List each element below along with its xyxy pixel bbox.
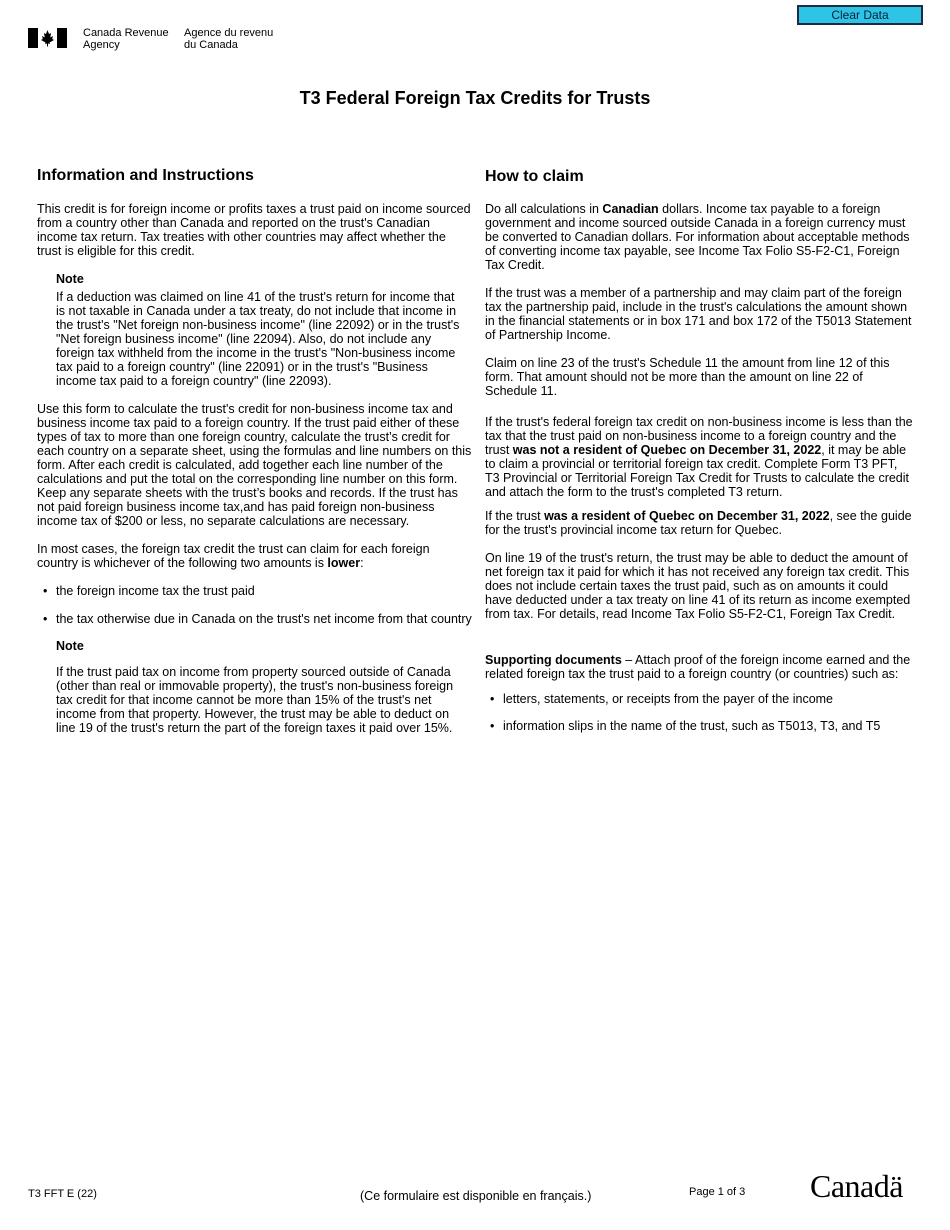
canada-flag-logo [28, 28, 67, 48]
agency-fr-line1: Agence du revenu [184, 27, 274, 39]
left-heading: Information and Instructions [37, 167, 254, 184]
bullet-dot: • [43, 584, 48, 598]
form-code: T3 FFT E (22) [28, 1188, 97, 1200]
r-p5-bold: was a resident of Quebec on December 31, 2022 [544, 509, 830, 523]
note1-heading: Note [56, 272, 84, 286]
page-title: T3 Federal Foreign Tax Credits for Trusts [299, 88, 651, 108]
r-p4-after: , it may be able to claim a provincial or territorial foreign tax credit. Complete Form T3 PFT, T3 Provincial or Territorial Foreign Tax Credit for Trusts to calculate the credit and attach the form to the trust's completed T3 return. [485, 443, 910, 499]
right-bullet-1-text: letters, statements, or receipts from the payer of the income [503, 692, 834, 706]
right-heading: How to claim [485, 168, 584, 185]
right-bullet-2 [490, 719, 923, 733]
left-lower-paragraph [37, 542, 472, 570]
right-bullet-2-text: information slips in the name of the trust, such as T5013, T3, and T5 [503, 719, 881, 733]
right-calc-paragraph [485, 202, 915, 272]
p3-after: : [360, 556, 364, 570]
left-usage-paragraph: Use this form to calculate the trust's credit for non-business income tax and business income tax paid to a foreign country. If the trust paid either of these types of tax to more than one foreign country, calculate the trust’s credit for each country on a separate sheet, using the formulas and line numbers on this form. After each credit is calculated, add together each line number of the calculations and put the total on the corresponding line number on this form. Keep any separate sheets with the trust’s books and records. If the trust has not paid foreign business income tax,and has paid foreign non-business income tax of $200 or less, no separate calculations are necessary. [37, 402, 472, 528]
bullet-dot: • [43, 612, 48, 626]
left-bullet-1 [43, 584, 476, 598]
p3-bold: lower [327, 556, 361, 570]
note2-heading: Note [56, 639, 84, 653]
clear-data-button[interactable]: Clear Data [797, 5, 923, 25]
note1-text: If a deduction was claimed on line 41 of the trust's return for income that is not taxable in Canada under a tax treaty, do not include that income in the trust's "Net foreign non-business income" (line 22092) or in the trust's "Net foreign business income" (line 22094). Also, do not include any foreign tax withheld from the income in the trust's "Non-business income tax paid to a foreign country" (line 22091) or in the trust's "Business income tax paid to a foreign country" (line 22093). [56, 290, 460, 388]
p3-text: In most cases, the foreign tax credit the trust can claim for each foreign country is whichever of the following two amounts is [37, 542, 430, 570]
left-bullet-2 [43, 612, 476, 626]
agency-fr-line2: du Canada [184, 39, 238, 51]
right-bullet-1 [490, 692, 923, 706]
r-p1-after: dollars. Income tax payable to a foreign government and income sourced outside Canada in a foreign currency must be converted to Canadian dollars. For information about acceptable methods of converting income tax payable, see Income Tax Folio S5-F2-C1, Foreign Tax Credit. [485, 202, 910, 272]
bullet-dot: • [490, 692, 495, 706]
left-bullet-2-text: the tax otherwise due in Canada on the trust's net income from that country [56, 612, 472, 626]
french-availability-note: (Ce formulaire est disponible en français.) [360, 1189, 592, 1203]
right-claim-paragraph: Claim on line 23 of the trust's Schedule 11 the amount from line 12 of this form. That amount should not be more than the amount on line 22 of Schedule 11. [485, 356, 890, 398]
r-p4-text: If the trust's federal foreign tax credit on non-business income is less than the tax that the trust paid on non-business income to a foreign country and the trust [485, 415, 913, 457]
r-p7-after: – Attach proof of the foreign income earned and the related foreign tax the trust paid to a foreign country (or countries) such as: [485, 653, 911, 681]
agency-name-fr [184, 27, 273, 51]
r-p7-bold: Supporting documents [485, 653, 622, 667]
agency-en-line2: Agency [83, 39, 120, 51]
agency-name-en [83, 27, 169, 51]
canada-wordmark-logo: Canadä [810, 1168, 903, 1204]
right-provincial-paragraph [485, 415, 915, 499]
note2-text: If the trust paid tax on income from property sourced outside of Canada (other than real or immovable property), the trust's non-business foreign tax credit for that income cannot be more than 15% of the trust's net income from that property. However, the trust may be able to deduct on line 19 of the trust's return the part of the foreign taxes it paid over 15%. [56, 665, 454, 735]
r-p1-text: Do all calculations in [485, 202, 603, 216]
left-intro-paragraph: This credit is for foreign income or profits taxes a trust paid on income sourced from a country other than Canada and reported on the trust's Canadian income tax return. Tax treaties with other countries may affect whether the trust is eligible for this credit. [37, 202, 471, 258]
page-number: Page 1 of 3 [689, 1186, 746, 1198]
agency-en-line1: Canada Revenue [83, 27, 169, 39]
r-p1-bold: Canadian [602, 202, 659, 216]
right-deduction-paragraph: On line 19 of the trust's return, the trust may be able to deduct the amount of net foreign tax it paid for which it has not received any foreign tax credit. This does not include certain taxes the trust paid, such as on amounts it could have deducted under a tax treaty on line 41 of its return as income exempted from tax. For details, read Income Tax Folio S5-F2-C1, Foreign Tax Credit. [485, 551, 911, 621]
right-quebec-paragraph [485, 509, 915, 537]
r-p4-bold: was not a resident of Quebec on December 31, 2022 [512, 443, 822, 457]
right-supporting-paragraph [485, 653, 915, 681]
r-p5-text: If the trust [485, 509, 545, 523]
r-p5-after: , see the guide for the trust's provincial income tax return for Quebec. [485, 509, 912, 537]
bullet-dot: • [490, 719, 495, 733]
left-bullet-1-text: the foreign income tax the trust paid [56, 584, 255, 598]
right-partnership-paragraph: If the trust was a member of a partnership and may claim part of the foreign tax the partnership paid, include in the trust's calculations the amount shown in the financial statements or in box 171 and box 172 of the T5013 Statement of Partnership Income. [485, 286, 912, 342]
